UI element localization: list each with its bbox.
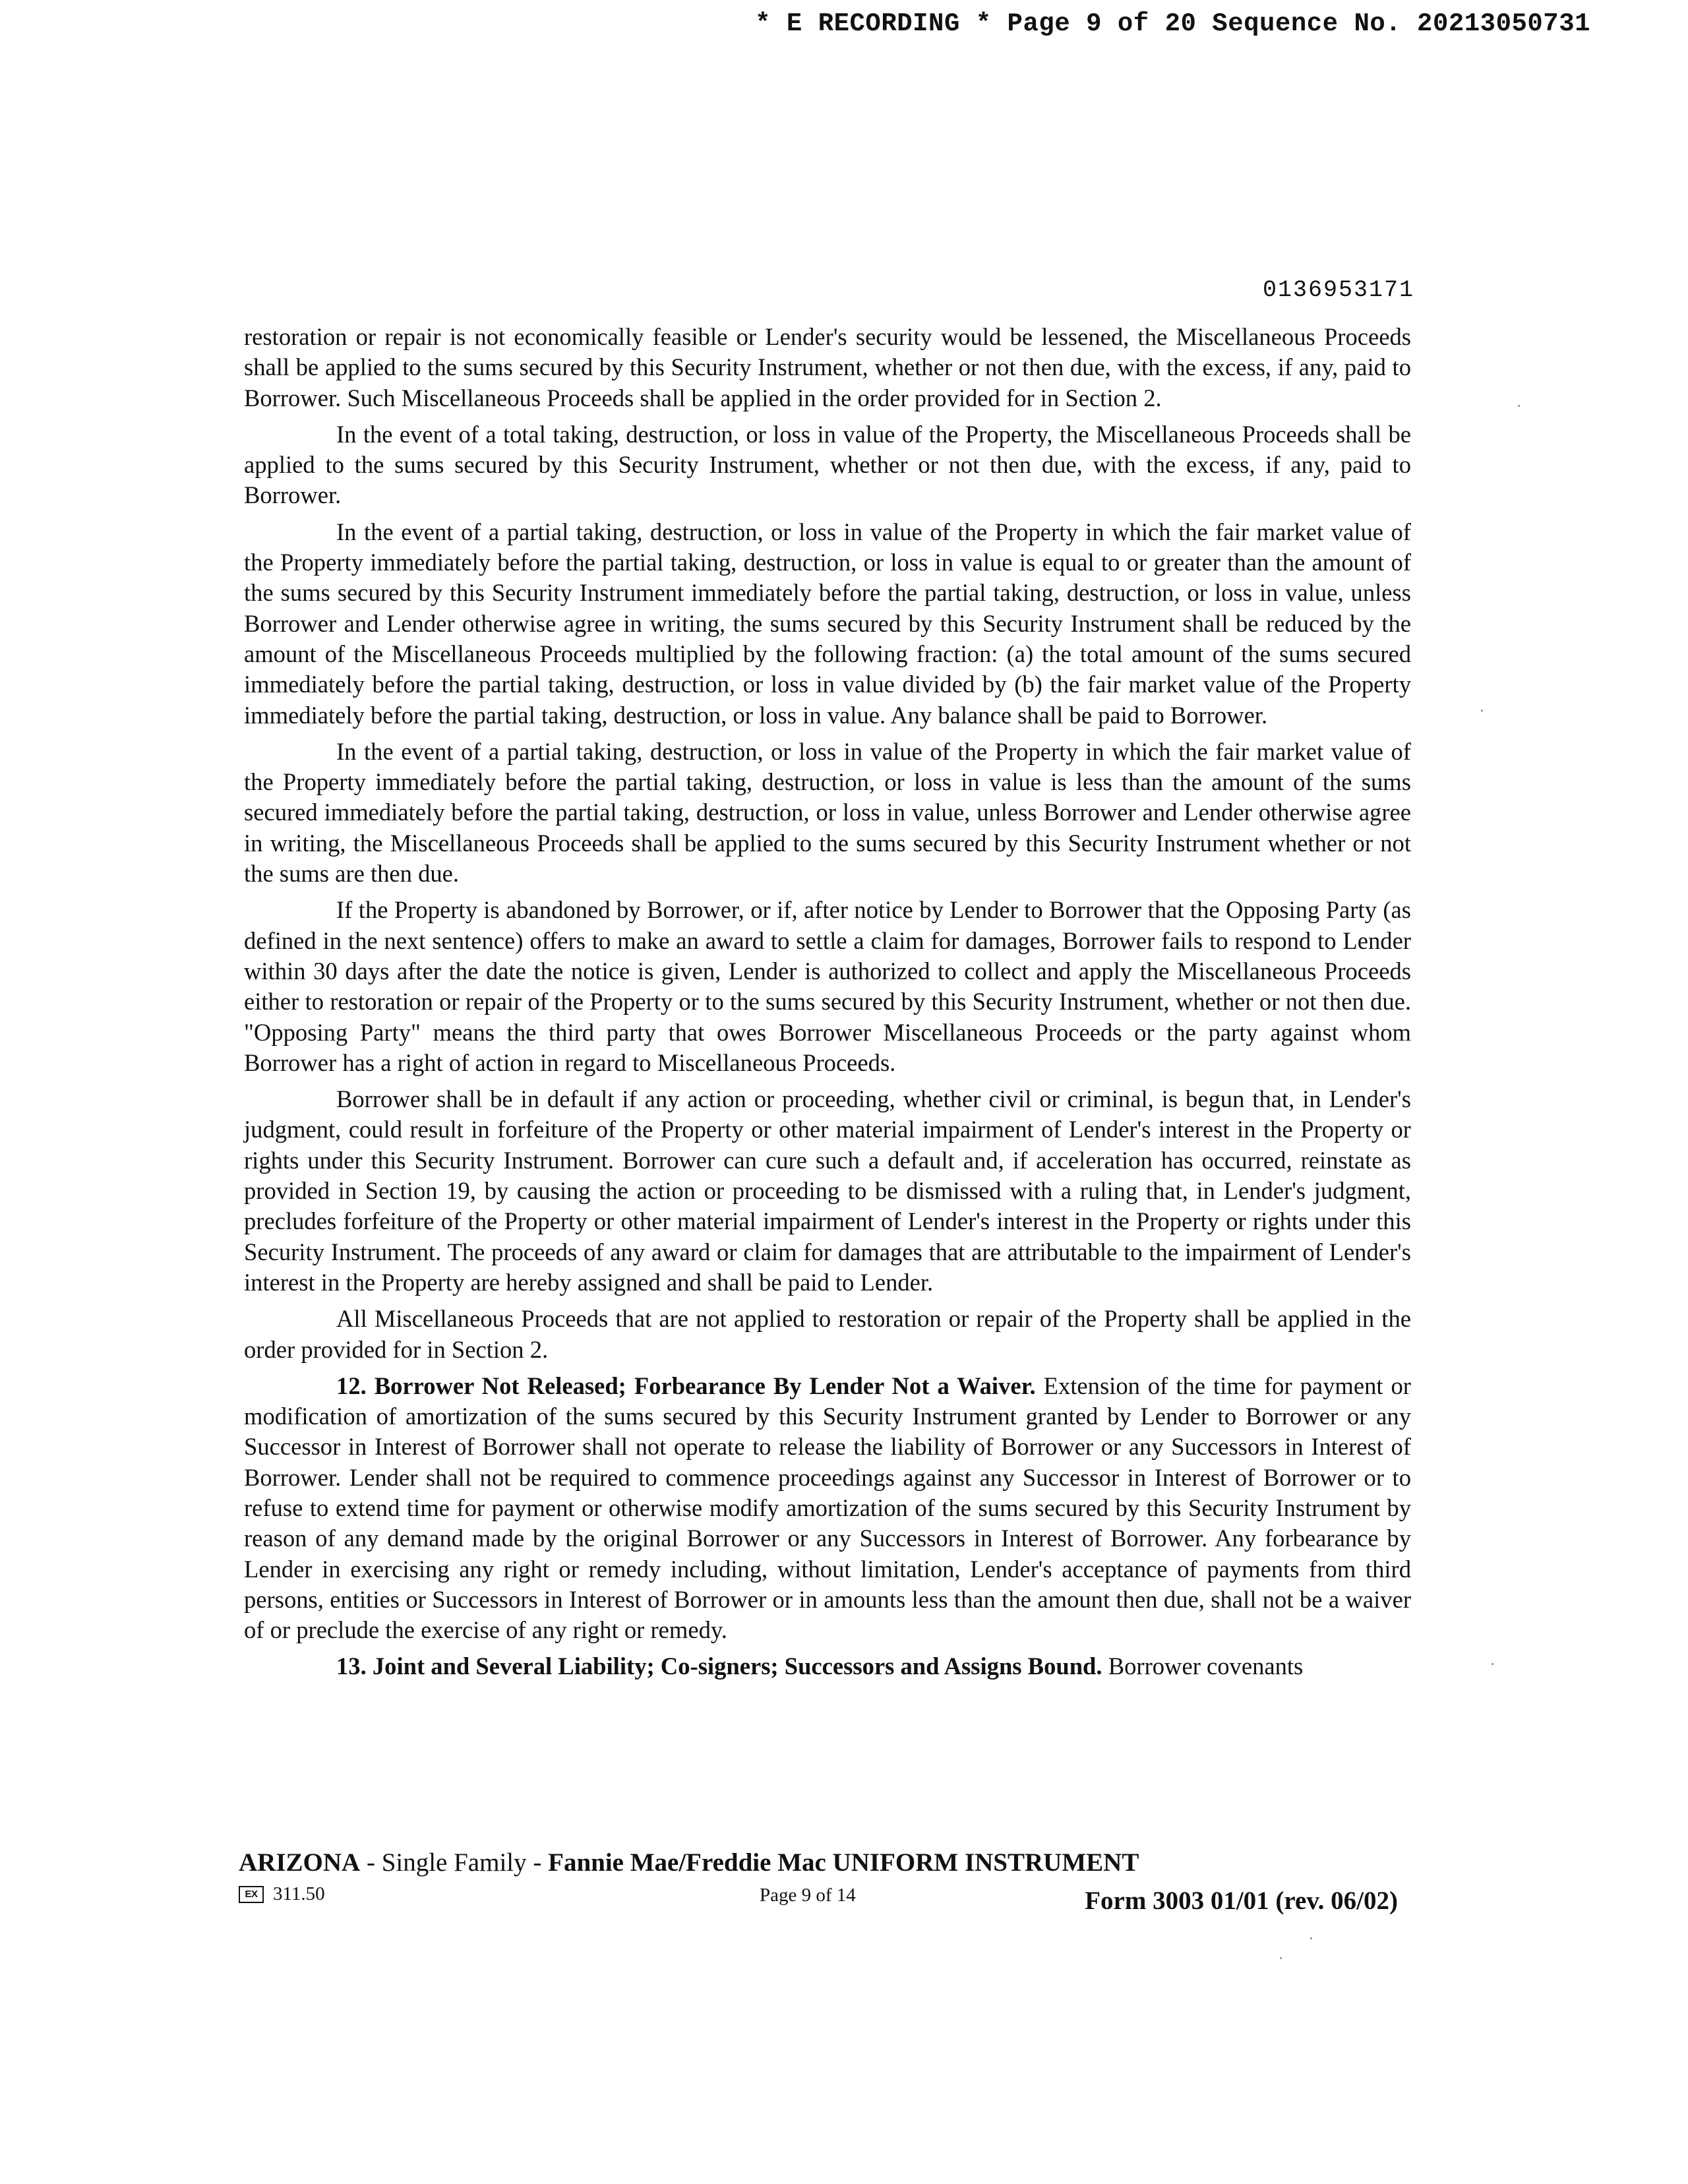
form-code-number: 311.50 [273, 1883, 325, 1904]
footer-separator: - [360, 1848, 382, 1877]
footer-family: Single Family [381, 1848, 527, 1877]
scan-speck [1280, 1957, 1282, 1959]
ex-logo-icon: EX [239, 1886, 264, 1903]
section-12-paragraph [244, 1371, 1411, 1646]
document-body [244, 322, 1411, 1688]
scan-speck [1492, 1663, 1493, 1665]
paragraph-borrower-default: Borrower shall be in default if any action or proceeding, whether civil or criminal, is begun that, in Lender's judgment, could result in forfeiture of the Property or other material impairment of Lender's interest in the Property or rights under this Security Instrument. Borrower can cure such a default and, if acceleration has occurred, reinstate as provided in Section 19, by causing the action or proceeding to be dismissed with a ruling that, in Lender's judgment, precludes forfeiture of the Property or other material impairment of Lender's interest in the Property or rights under this Security Instrument. The proceeds of any award or claim for damages that are attributable to the impairment of Lender's interest in the Property are hereby assigned and shall be paid to Lender. [244, 1085, 1411, 1296]
footer-title [239, 1848, 1139, 1877]
paragraph-partial-taking-greater: In the event of a partial taking, destruction, or loss in value of the Property in which the fair market value of the Property immediately before the partial taking, destruction, or loss in value is equal to or greater than the amount of the sums secured by this Security Instrument immediately before the partial taking, destruction, or loss in value, unless Borrower and Lender otherwise agree in writing, the sums secured by this Security Instrument shall be reduced by the amount of the Miscellaneous Proceeds multiplied by the following fraction: (a) the total amount of the sums secured immediately before the partial taking, destruction, or loss in value divided by (b) the fair market value of the Property immediately before the partial taking, destruction, or loss in value. Any balance shall be paid to Borrower. [244, 518, 1411, 729]
loan-number: 0136953171 [1262, 277, 1414, 303]
scan-speck [1481, 710, 1483, 712]
paragraph-continuation: restoration or repair is not economically feasible or Lender's security would be lessened, the Miscellaneous Proceeds shall be applied to the sums secured by this Security Instrument, whether or not then due, with the excess, if any, paid to Borrower. Such Miscellaneous Proceeds shall be applied in the order provided for in Section 2. [244, 323, 1411, 411]
section-13-heading: 13. Joint and Several Liability; Co-signers; Successors and Assigns Bound. [336, 1653, 1102, 1680]
scan-speck [1310, 1937, 1312, 1939]
section-12-text: Extension of the time for payment or modification of amortization of the sums secured by this Security Instrument granted by Lender to Borrower or any Successor in Interest of Borrower shall not operate to release the liability of Borrower or any Successors in Interest of Borrower. Lender shall not be required to commence proceedings against any Successor in Interest of Borrower or to refuse to extend time for payment or otherwise modify amortization of the sums secured by this Security Instrument by reason of any demand made by the original Borrower or any Successors in Interest of Borrower. Any forbearance by Lender in exercising any right or remedy including, without limitation, Lender's acceptance of payments from third persons, entities or Successors in Interest of Borrower or in amounts less than the amount then due, shall not be a waiver of or preclude the exercise of any right or remedy. [244, 1372, 1411, 1644]
paragraph-total-taking: In the event of a total taking, destruction, or loss in value of the Property, the Miscellaneous Proceeds shall be applied to the sums secured by this Security Instrument, whether or not then due, with the excess, if any, paid to Borrower. [244, 420, 1411, 509]
paragraph-abandoned-property: If the Property is abandoned by Borrower, or if, after notice by Lender to Borrower that the Opposing Party (as defined in the next sentence) offers to make an award to settle a claim for damages, Borrower fails to respond to Lender within 30 days after the date the notice is given, Lender is authorized to collect and apply the Miscellaneous Proceeds either to restoration or repair of the Property or to the sums secured by this Security Instrument, whether or not then due. "Opposing Party" means the third party that owes Borrower Miscellaneous Proceeds or the party against whom Borrower has a right of action in regard to Miscellaneous Proceeds. [244, 896, 1411, 1076]
footer-row [239, 1883, 1398, 1916]
section-12-heading: 12. Borrower Not Released; Forbearance By Lender Not a Waiver. [336, 1372, 1036, 1399]
footer-instrument: Fannie Mae/Freddie Mac UNIFORM INSTRUMENT [548, 1848, 1139, 1877]
page-number: Page 9 of 14 [760, 1885, 856, 1906]
footer-separator: - [526, 1848, 549, 1877]
paragraph-partial-taking-less: In the event of a partial taking, destruction, or loss in value of the Property in which the fair market value of the Property immediately before the partial taking, destruction, or loss in value is less than the amount of the sums secured immediately before the partial taking, destruction, or loss in value, unless Borrower and Lender otherwise agree in writing, the Miscellaneous Proceeds shall be applied to the sums secured by this Security Instrument whether or not the sums are then due. [244, 737, 1411, 888]
recording-header: * E RECORDING * Page 9 of 20 Sequence No. 20213050731 [755, 9, 1590, 38]
scan-speck [1518, 405, 1520, 407]
paragraph-all-proceeds: All Miscellaneous Proceeds that are not applied to restoration or repair of the Property shall be applied in the order provided for in Section 2. [244, 1305, 1411, 1363]
section-13-paragraph [244, 1651, 1411, 1682]
form-code [239, 1883, 325, 1905]
section-13-text: Borrower covenants [1108, 1653, 1304, 1680]
form-number: Form 3003 01/01 (rev. 06/02) [1085, 1887, 1398, 1915]
footer-state: ARIZONA [239, 1848, 361, 1877]
